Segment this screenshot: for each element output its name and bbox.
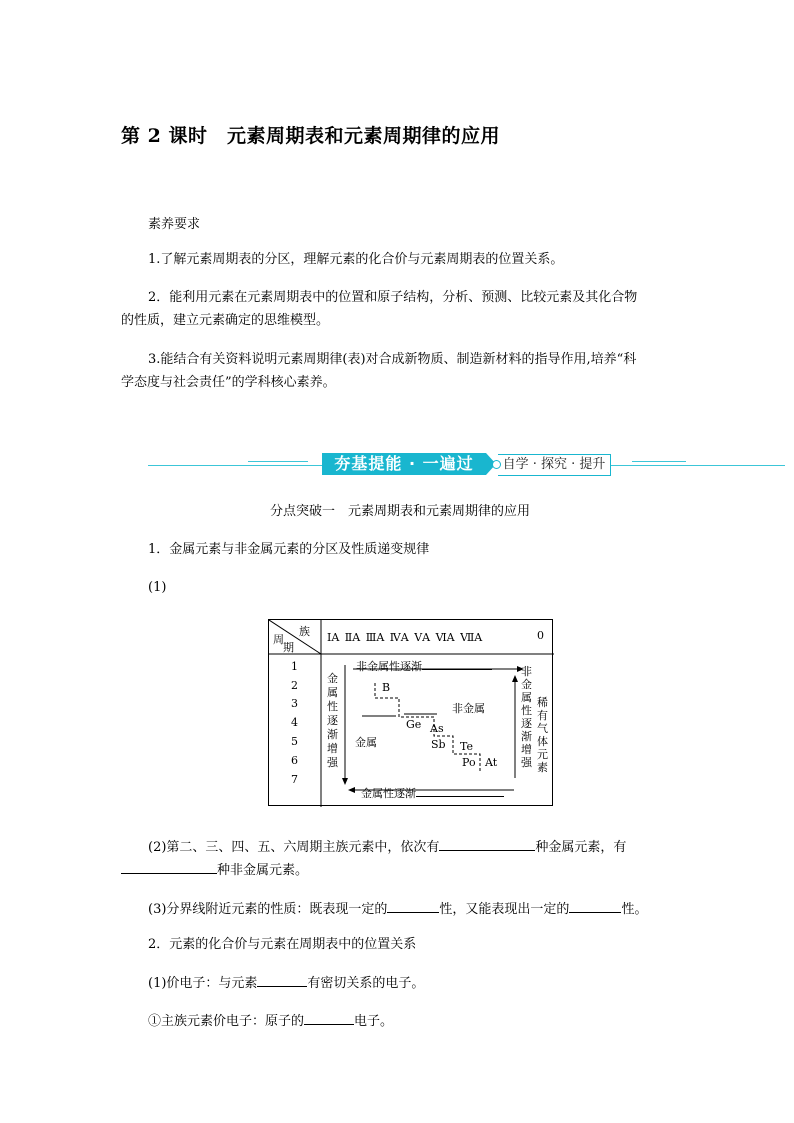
right-arrow-label	[521, 665, 533, 769]
char: 属	[327, 686, 338, 699]
q2-text-b: 种金属元素，有	[535, 840, 627, 855]
banner-rule-right	[610, 465, 785, 466]
element-symbol: Te	[460, 740, 473, 753]
period-label: 7	[291, 773, 298, 786]
element-symbol: Ge	[406, 718, 422, 731]
banner-rule-left-short	[248, 461, 308, 462]
answer-blank[interactable]	[121, 859, 217, 874]
question-3	[148, 898, 647, 920]
q3-text-b: 性，又能表现出一定的	[439, 902, 570, 917]
char: 逐	[327, 714, 338, 727]
char: 增	[327, 742, 338, 755]
q4-text-b: 有密切关系的电子。	[307, 976, 425, 991]
q2-text-c: 种非金属元素。	[217, 863, 309, 878]
point-2: 2．元素的化合价与元素在周期表中的位置关系	[148, 937, 417, 952]
section-title: 分点突破一 元素周期表和元素周期律的应用	[270, 504, 531, 519]
period-label: 5	[291, 735, 298, 748]
q3-text-a: (3)分界线附近元素的性质：既表现一定的	[148, 902, 388, 917]
requirement-item: 1.了解元素周期表的分区，理解元素的化合价与元素周期表的位置关系。	[148, 252, 564, 267]
period-label: 4	[291, 716, 298, 729]
answer-blank[interactable]	[569, 898, 621, 913]
char: 逐	[521, 717, 532, 730]
requirement-item: 的性质，建立元素确定的思维模型。	[121, 313, 330, 328]
requirement-item: 2．能利用元素在元素周期表中的位置和原子结构，分析、预测、比较元素及其化合物	[148, 290, 638, 305]
char: 增	[521, 743, 532, 756]
period-label: 6	[291, 754, 298, 767]
periodic-table-lines	[269, 620, 554, 807]
char: 性	[521, 704, 532, 717]
blank	[422, 655, 492, 670]
question-2-line-2	[121, 859, 308, 881]
answer-blank[interactable]	[304, 1010, 354, 1025]
answer-blank[interactable]	[439, 836, 535, 851]
answer-blank[interactable]	[257, 972, 307, 987]
requirements-heading: 素养要求	[148, 217, 201, 232]
char: 元	[537, 748, 548, 761]
left-arrow-label	[327, 672, 339, 770]
char: 性	[327, 700, 338, 713]
group-zero: 0	[537, 629, 544, 642]
element-symbol: Po	[462, 756, 476, 769]
q2-text-a: (2)第二、三、四、五、六周期主族元素中，依次有	[148, 840, 440, 855]
char: 渐	[327, 728, 338, 741]
question-4	[148, 972, 424, 994]
header-group: 族	[299, 625, 310, 638]
sub-1: (1)	[148, 580, 167, 595]
metal-label: 金属	[355, 736, 377, 749]
blank	[416, 782, 504, 797]
point-1: 1．金属元素与非金属元素的分区及性质递变规律	[148, 542, 430, 557]
q3-text-c: 性。	[621, 902, 648, 917]
char: 有	[537, 709, 548, 722]
nonmetal-label: 非金属	[452, 702, 485, 715]
period-label: 3	[291, 697, 298, 710]
char: 金	[327, 672, 338, 685]
element-symbol: At	[485, 756, 498, 769]
periodic-table-diagram	[268, 619, 553, 806]
char: 渐	[521, 730, 532, 743]
period-label: 2	[291, 679, 298, 692]
char: 属	[521, 691, 532, 704]
banner-main: 夯基提能 · 一遍过	[322, 453, 486, 475]
requirement-item: 学态度与社会责任”的学科核心素养。	[121, 375, 336, 390]
page-title: 第 2 课时 元素周期表和元素周期律的应用	[121, 125, 500, 147]
bottom-arrow-label	[361, 782, 504, 801]
answer-blank[interactable]	[387, 898, 439, 913]
char: 体	[537, 735, 548, 748]
element-symbol: Sb	[431, 738, 446, 751]
char: 强	[521, 756, 532, 769]
period-label: 1	[291, 660, 298, 673]
banner-rule-right-short	[632, 461, 686, 462]
element-symbol: B	[382, 681, 391, 694]
header-period-2: 期	[283, 641, 294, 654]
question-5	[148, 1010, 393, 1032]
q5-text-b: 电子。	[354, 1014, 394, 1029]
char: 气	[537, 722, 548, 735]
q5-text-a: ①主族元素价电子：原子的	[148, 1014, 305, 1029]
noble-gas-label	[537, 696, 549, 774]
question-2-line-1	[148, 836, 626, 858]
char: 强	[327, 756, 338, 769]
header-period-1: 周	[273, 633, 284, 646]
top-arrow-label	[356, 655, 492, 674]
q4-text-a: (1)价电子：与元素	[148, 976, 258, 991]
group-labels: ⅠA ⅡA ⅢA ⅣA ⅤA ⅥA ⅦA	[327, 631, 483, 644]
char: 素	[537, 761, 548, 774]
char: 稀	[537, 696, 548, 709]
char: 非	[521, 665, 532, 678]
element-symbol: As	[430, 722, 444, 735]
bottom-arrow-text: 金属性逐渐	[361, 787, 416, 800]
top-arrow-text: 非金属性逐渐	[356, 660, 422, 673]
char: 金	[521, 678, 532, 691]
requirement-item: 3.能结合有关资料说明元素周期律(表)对合成新物质、制造新材料的指导作用,培养“科	[148, 352, 637, 367]
banner-rule-left	[148, 465, 322, 466]
banner-sub: 自学 · 探究 · 提升	[498, 454, 611, 476]
